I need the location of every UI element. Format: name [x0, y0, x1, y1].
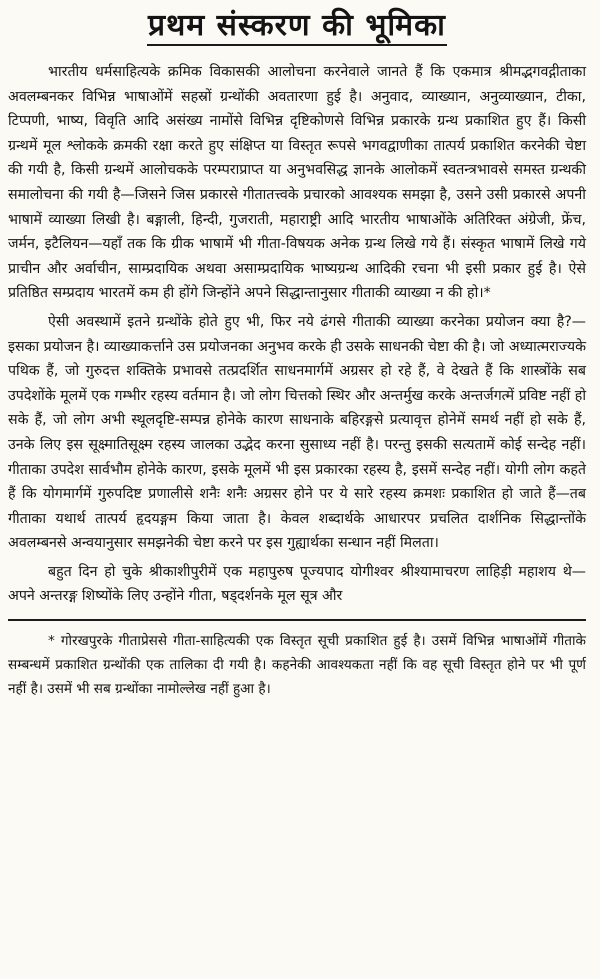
page-title-text: प्रथम संस्करण की भूमिका [148, 8, 446, 43]
page-title [8, 8, 586, 46]
footnote-divider [8, 619, 586, 621]
footnote: * गोरखपुरके गीताप्रेससे गीता-साहित्यकी एक विस्तृत सूची प्रकाशित हुई है। उसमें विभिन्न भाषाओंमें गीताके सम्बन्धमें प्रकाशित ग्रन्थोंकी एक तालिका दी गयी है। कहनेकी आवश्यकता नहीं कि वह सूची विस्तृत होने पर भी पूर्ण नहीं है। उसमें भी सब ग्रन्थोंका नामोल्लेख नहीं हुआ है। [8, 632, 586, 698]
title-underline [147, 44, 447, 46]
paragraph-2: ऐसी अवस्थामें इतने ग्रन्थोंके होते हुए भी, फिर नये ढंगसे गीताकी व्याख्या करनेका प्रयोजन क्या है?—इसका प्रयोजन है। व्याख्याकर्त्ताने उस प्रयोजनका अनुभव करके ही उसके साधनकी चेष्टा की है। जो अध्यात्मराज्यके पथिक हैं, जो गुरुदत्त शक्तिके प्रभावसे तत्प्रदर्शित साधनमार्गमें अग्रसर हो रहे हैं, वे देखते हैं कि शास्त्रोंके सब उपदेशोंके मूलमें एक गम्भीर रहस्य वर्तमान है। जो लोग चित्तको स्थिर और अन्तर्मुख करके अन्तर्जगत्में प्रविष्ट नहीं हो सके हैं, जो लोग अभी स्थूलदृष्टि-सम्पन्न होनेके कारण साधनाके बहिरङ्गसे प्रत्यावृत्त होनेमें समर्थ नहीं हो सके हैं, उनके लिए इस सूक्ष्मातिसूक्ष्म रहस्य जालका उद्भेद करना सुसाध्य नहीं है। परन्तु इसकी सत्यतामें कोई सन्देह नहीं। गीताका उपदेश सार्वभौम होनेके कारण, इसके मूलमें भी इस प्रकारका रहस्य है, इसमें सन्देह नहीं। योगी लोग कहते हैं कि योगमार्गमें गुरुपदिष्ट प्रणालीसे शनैः शनैः अग्रसर होने पर ये सारे रहस्य क्रमशः प्रकाशित हो जाते हैं—तब गीताका यथार्थ तात्पर्य हृदयङ्गम किया जाता है। केवल शब्दार्थके आधारपर प्रचलित दार्शनिक सिद्धान्तोंके अवलम्बनसे अन्वयानुसार समझनेकी चेष्टा करने पर इस गुह्यार्थका सन्धान नहीं मिलता। [8, 313, 586, 552]
body-text [8, 60, 586, 609]
paragraph-1: भारतीय धर्मसाहित्यके क्रमिक विकासकी आलोचना करनेवाले जानते हैं कि एकमात्र श्रीमद्भगवद्गीताका अवलम्बनकर विभिन्न भाषाओंमें सहस्रों ग्रन्थोंकी अवतारणा हुई है। अनुवाद, व्याख्यान, अनुव्याख्यान, टीका, टिप्पणी, भाष्य, विवृति आदि असंख्य नामोंसे विभिन्न दृष्टिकोणसे विभिन्न प्रकारके ग्रन्थ प्रकाशित हुए हैं। किसी ग्रन्थमें मूल श्लोकके क्रमकी रक्षा करते हुए संक्षिप्त या विस्तृत रूपसे भगवद्वाणीका तात्पर्य प्रकाशित करनेकी चेष्टा की गयी है, किसी ग्रन्थमें आलोचकके परम्पराप्राप्त या अनुभवसिद्ध ज्ञानके आलोकमें स्वतन्त्रभावसे समस्त ग्रन्थकी समालोचना की गयी है—जिसने जिस प्रकारसे गीतातत्त्वके प्रचारको आवश्यक समझा है, उसने उसी प्रकारसे अपनी भाषामें व्याख्या लिखी है। बङ्गाली, हिन्दी, गुजराती, महाराष्ट्री आदि भारतीय भाषाओंके अतिरिक्त अंग्रेजी, फ्रेंच, जर्मन, इटैलियन—यहाँ तक कि ग्रीक भाषामें भी गीता-विषयक अनेक ग्रन्थ लिखे गये हैं। संस्कृत भाषामें लिखे गये प्राचीन और अर्वाचीन, साम्प्रदायिक अथवा असाम्प्रदायिक भाष्यग्रन्थ आदिकी रचना भी इसी प्रकार हुई है। ऐसे प्रतिष्ठित सम्प्रदाय भारतमें कम ही होंगे जिन्होंने अपने सिद्धान्तानुसार गीताकी व्याख्या न की हो।* [8, 64, 586, 302]
paragraph-3: बहुत दिन हो चुके श्रीकाशीपुरीमें एक महापुरुष पूज्यपाद योगीश्वर श्रीश्यामाचरण लाहिड़ी महाशय थे—अपने अन्तरङ्ग शिष्योंके लिए उन्होंने गीता, षड्दर्शनके मूल सूत्र और [8, 563, 586, 605]
